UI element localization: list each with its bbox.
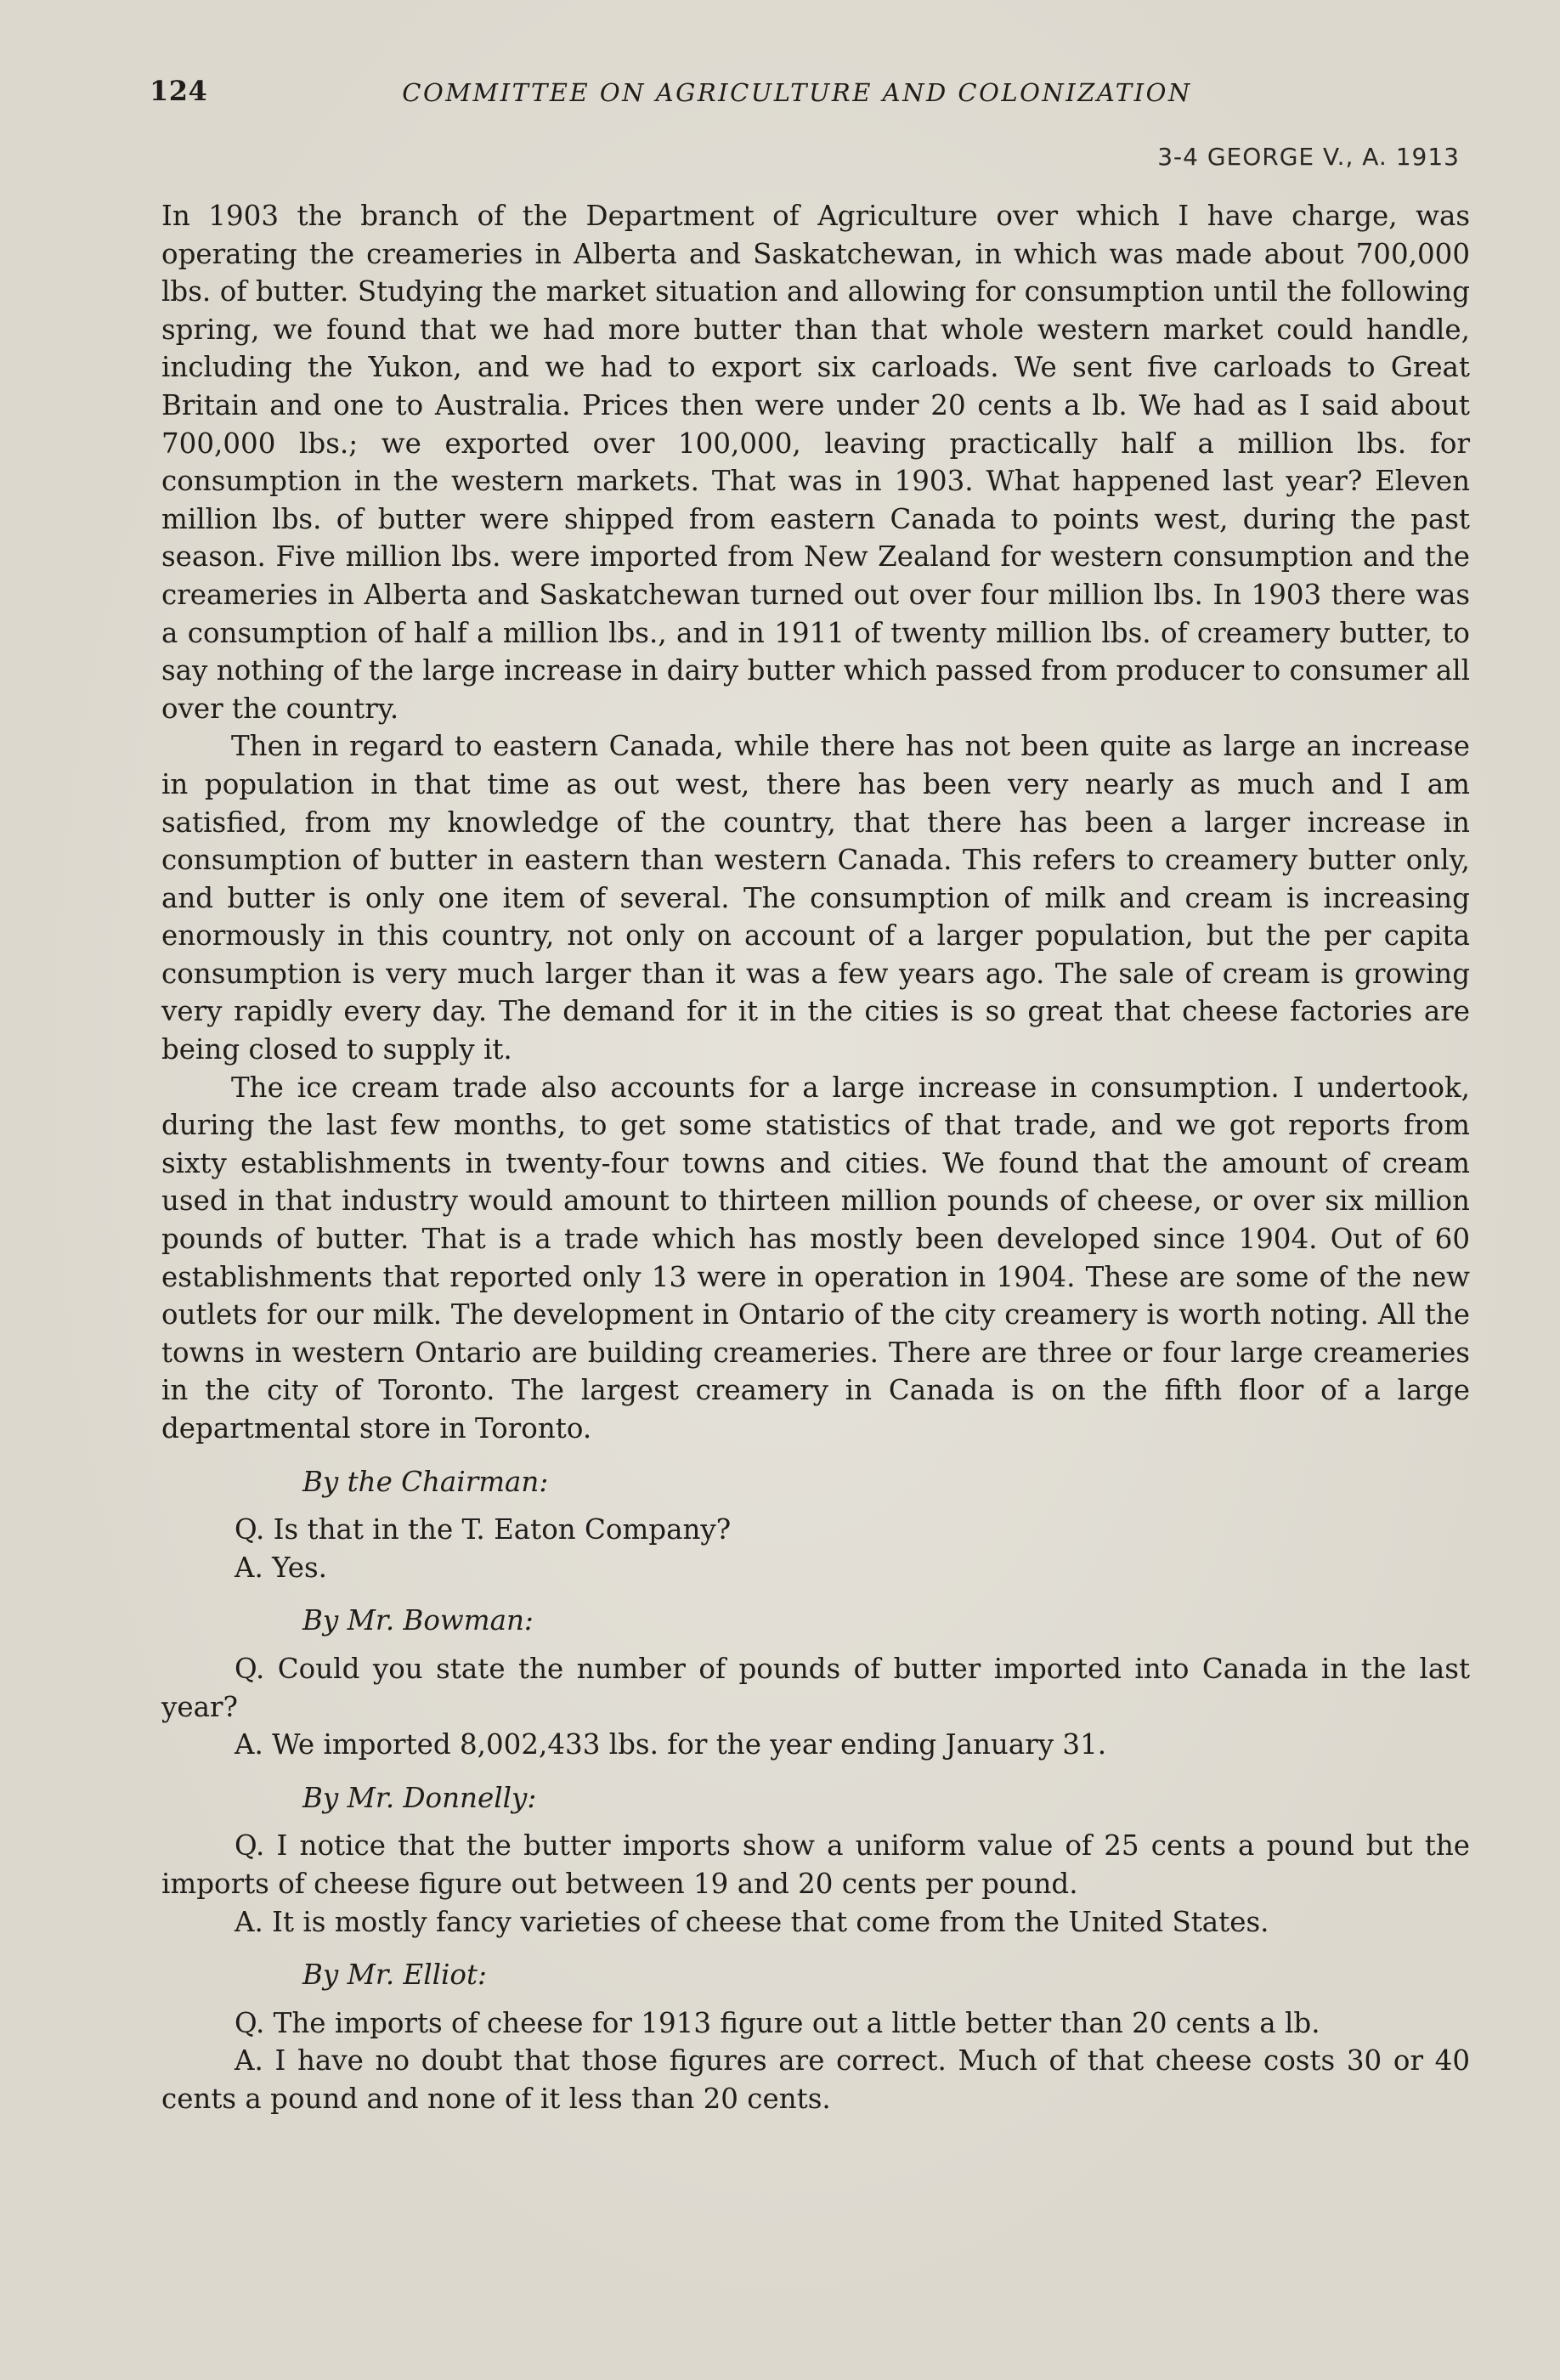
- running-title: COMMITTEE ON AGRICULTURE AND COLONIZATION: [402, 78, 1192, 107]
- page-number: 124: [150, 75, 208, 107]
- speaker-heading-chairman: By the Chairman:: [302, 1465, 549, 1498]
- paragraph-3: The ice cream trade also accounts for a large increase in consumption. I undertook, during the last few months, to get some statistics of that trade, and we got reports from sixty establishments in twenty-four towns and cities. We found that the amount of cream used in that industry would amount to thirteen million pounds of cheese, or over six million pounds of butter. That is a trade which has mostly been developed since 1904. Out of 60 establishments that reported only 13 were in operation in 1904. These are some of the new outlets for our milk. The development in Ontario of the city creamery is worth noting. All the towns in western Ontario are building creameries. There are three or four large creameries in the city of Toronto. The largest creamery in Canada is on the fifth floor of a large departmental store in Toronto.: [161, 1071, 1470, 1444]
- body-text: [161, 197, 1470, 2118]
- answer-1: A. Yes.: [235, 1551, 328, 1584]
- answer-3: A. It is mostly fancy varieties of cheese that come from the United States.: [235, 1905, 1269, 1938]
- answer-2: A. We imported 8,002,433 lbs. for the year ending January 31.: [235, 1728, 1107, 1761]
- question-1: Q. Is that in the T. Eaton Company?: [235, 1513, 732, 1546]
- answer-4: A. I have no doubt that those figures are correct. Much of that cheese costs 30 or 40 cents a pound and none of it less than 20 cents.: [161, 2044, 1470, 2115]
- speaker-heading-donnelly: By Mr. Donnelly:: [302, 1781, 537, 1814]
- session-label: 3-4 GEORGE V., A. 1913: [1157, 143, 1460, 171]
- speaker-heading-elliot: By Mr. Elliot:: [302, 1959, 487, 1992]
- question-3: Q. I notice that the butter imports show a uniform value of 25 cents a pound but the imports of cheese figure out between 19 and 20 cents per pound.: [161, 1829, 1470, 1900]
- paragraph-2: Then in regard to eastern Canada, while there has not been quite as large an increase in population in that time as out west, there has been very nearly as much and I am satisfied, from my knowledge of the country, that there has been a larger increase in consumption of butter in eastern than western Canada. This refers to creamery butter only, and butter is only one item of several. The consumption of milk and cream is increasing enormously in this country, not only on account of a larger population, but the per capita consumption is very much larger than it was a few years ago. The sale of cream is growing very rapidly every day. The demand for it in the cities is so great that cheese factories are being closed to supply it.: [161, 730, 1470, 1066]
- paragraph-1: In 1903 the branch of the Department of Agriculture over which I have charge, was operating the creameries in Alberta and Saskatchewan, in which was made about 700,000 lbs. of butter. Studying the market situation and allowing for consumption until the following spring, we found that we had more butter than that whole western market could handle, including the Yukon, and we had to export six carloads. We sent five carloads to Great Britain and one to Australia. Prices then were under 20 cents a lb. We had as I said about 700,000 lbs.; we exported over 100,000, leaving practically half a million lbs. for consumption in the western markets. That was in 1903. What happened last year? Eleven million lbs. of butter were shipped from eastern Canada to points west, during the past season. Five million lbs. were imported from New Zealand for western consumption and the creameries in Alberta and Saskatchewan turned out over four million lbs. In 1903 there was a consumption of half a million lbs., and in 1911 of twenty million lbs. of creamery butter, to say nothing of the large increase in dairy butter which passed from producer to consumer all over the country.: [161, 200, 1470, 725]
- question-4: Q. The imports of cheese for 1913 figure out a little better than 20 cents a lb.: [235, 2006, 1320, 2039]
- question-2: Q. Could you state the number of pounds of butter imported into Canada in the last year?: [161, 1652, 1470, 1723]
- speaker-heading-bowman: By Mr. Bowman:: [302, 1604, 534, 1637]
